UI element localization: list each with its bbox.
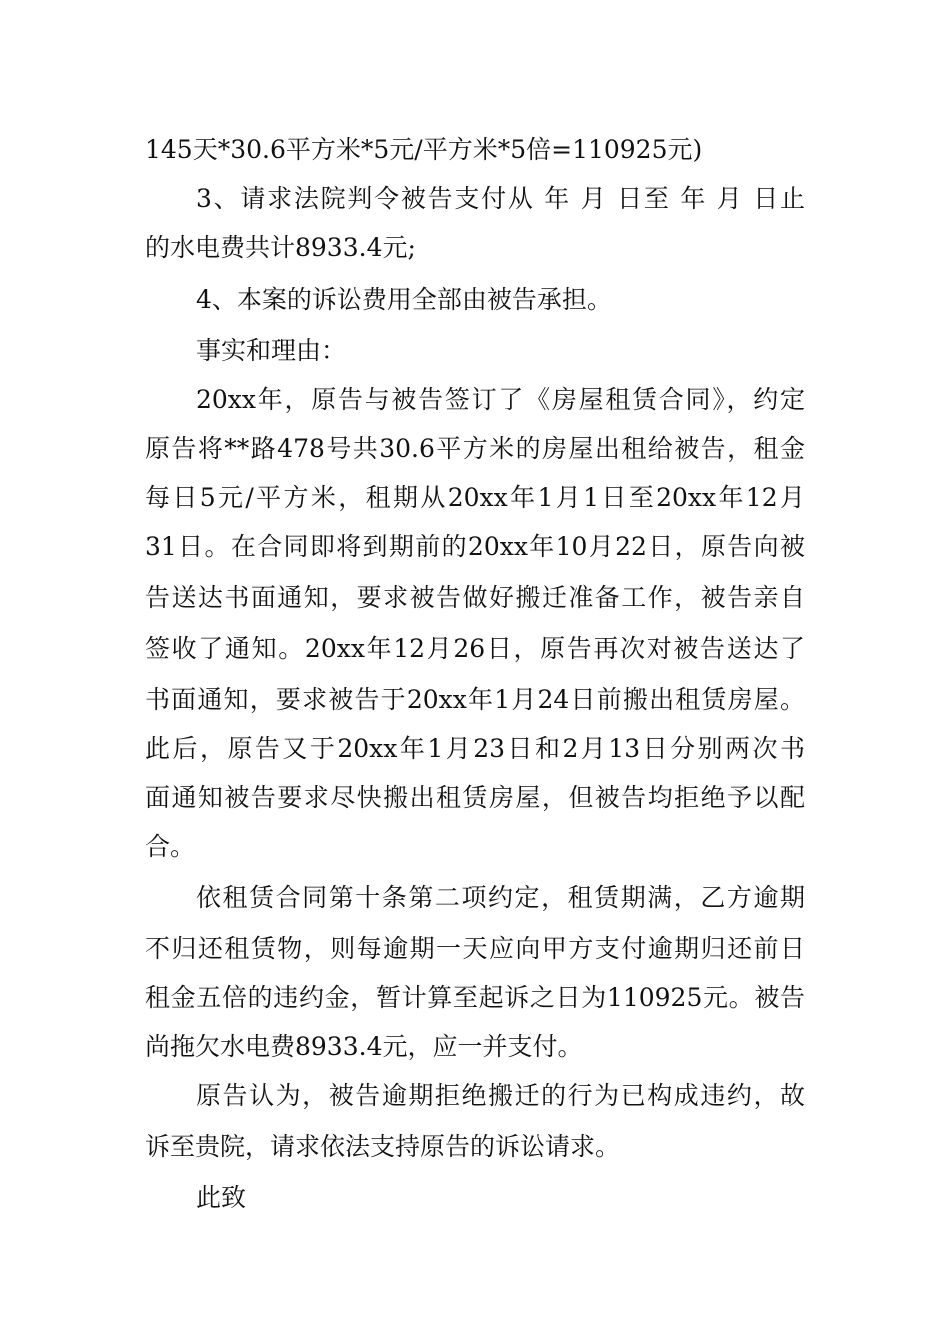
text-line: 每日5元/平方米，租期从20xx年1月1日至20xx年12月 — [145, 483, 805, 512]
text-line: 告送达书面通知，要求被告做好搬迁准备工作，被告亲自 — [145, 583, 805, 612]
text-line: 31日。在合同即将到期前的20xx年10月22日，原告向被 — [145, 532, 805, 561]
text-line: 面通知被告要求尽快搬出租赁房屋，但被告均拒绝予以配 — [145, 783, 805, 812]
closing-salutation: 此致 — [196, 1183, 247, 1212]
text-line: 不归还租赁物，则每逾期一天应向甲方支付逾期归还前日 — [145, 934, 805, 963]
section-heading: 事实和理由： — [196, 336, 347, 365]
text-line: 4、本案的诉讼费用全部由被告承担。 — [196, 285, 612, 314]
text-line: 依租赁合同第十条第二项约定，租赁期满，乙方逾期 — [196, 883, 805, 912]
text-line: 145天*30.6平方米*5元/平方米*5倍=110925元) — [145, 135, 703, 164]
text-line: 签收了通知。20xx年12月26日，原告再次对被告送达了 — [145, 634, 805, 663]
text-line: 租金五倍的违约金，暂计算至起诉之日为110925元。被告 — [145, 983, 805, 1012]
text-line: 3、请求法院判令被告支付从 年 月 日至 年 月 日止 — [196, 184, 805, 213]
text-line: 合。 — [145, 832, 196, 861]
text-line: 的水电费共计8933.4元; — [145, 233, 416, 262]
text-line: 尚拖欠水电费8933.4元，应一并支付。 — [145, 1032, 583, 1061]
text-line: 原告将**路478号共30.6平方米的房屋出租给被告，租金 — [145, 434, 805, 463]
text-line: 此后，原告又于20xx年1月23日和2月13日分别两次书 — [145, 734, 805, 763]
text-line: 20xx年，原告与被告签订了《房屋租赁合同》，约定 — [196, 385, 805, 414]
text-line: 原告认为，被告逾期拒绝搬迁的行为已构成违约，故 — [196, 1081, 805, 1110]
text-line: 书面通知，要求被告于20xx年1月24日前搬出租赁房屋。 — [145, 685, 805, 714]
text-line: 诉至贵院，请求依法支持原告的诉讼请求。 — [145, 1132, 621, 1161]
